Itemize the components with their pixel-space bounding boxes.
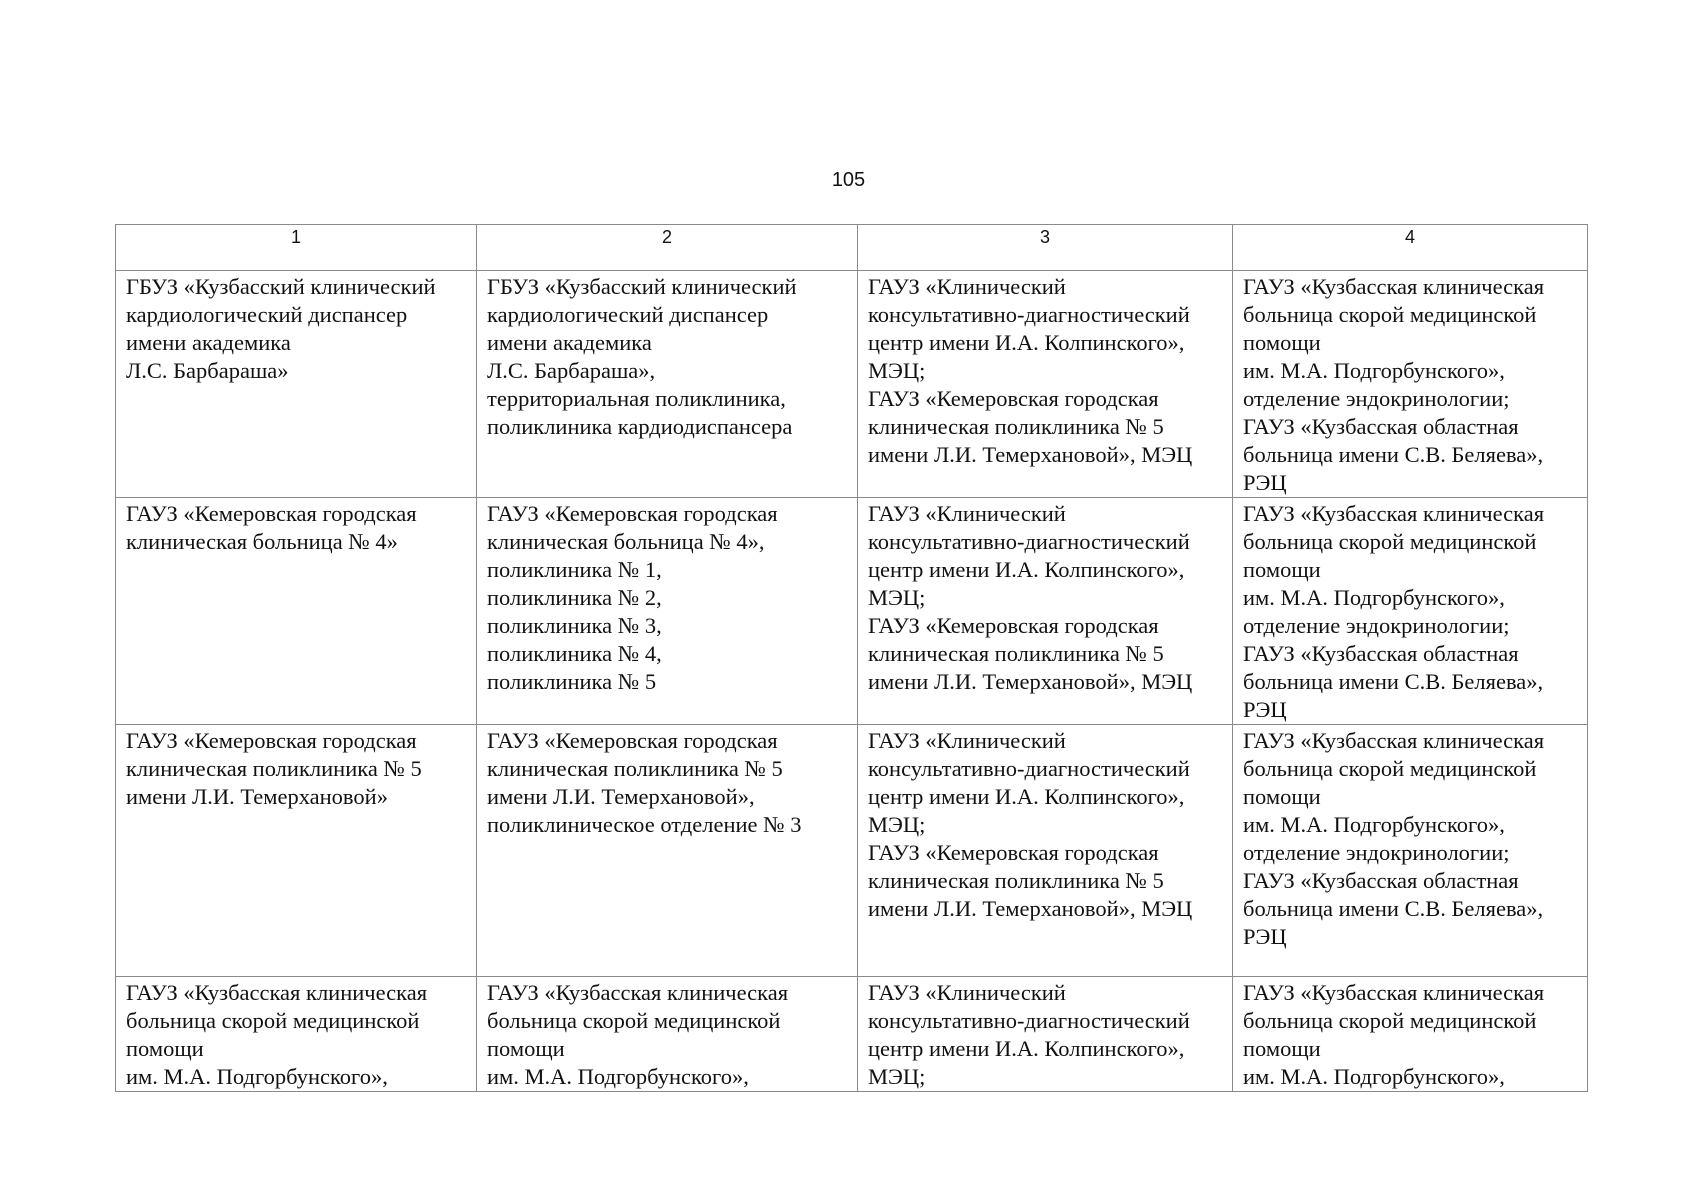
table-cell: ГАУЗ «Кузбасская клиническая больница скорой медицинской помощи им. М.А. Подгорбунского»,: [116, 977, 477, 1092]
header-cell: 4: [1233, 225, 1588, 271]
table-cell: ГАУЗ «Кемеровская городская клиническая поликлиника № 5 имени Л.И. Темерхановой»: [116, 725, 477, 977]
table-row: [116, 498, 1588, 725]
table-cell: ГАУЗ «Клинический консультативно-диагностический центр имени И.А. Колпинского», МЭЦ;: [858, 977, 1233, 1092]
table-cell: ГАУЗ «Кузбасская клиническая больница скорой медицинской помощи им. М.А. Подгорбунского»,: [477, 977, 858, 1092]
table-cell: ГАУЗ «Кузбасская клиническая больница скорой медицинской помощи им. М.А. Подгорбунского»,: [1233, 977, 1588, 1092]
table-cell: ГАУЗ «Кемеровская городская клиническая поликлиника № 5 имени Л.И. Темерхановой», поликлиническое отделение № 3: [477, 725, 858, 977]
table-cell: ГАУЗ «Клинический консультативно-диагностический центр имени И.А. Колпинского», МЭЦ; ГАУЗ «Кемеровская городская клиническая поликлиника № 5 имени Л.И. Темерхановой», МЭЦ: [858, 498, 1233, 725]
header-cell: 2: [477, 225, 858, 271]
table-cell: ГАУЗ «Кузбасская клиническая больница скорой медицинской помощи им. М.А. Подгорбунского», отделение эндокринологии; ГАУЗ «Кузбасская областная больница имени С.В. Беляева», РЭЦ: [1233, 271, 1588, 498]
table-row: [116, 271, 1588, 498]
header-row: [116, 225, 1588, 271]
table-row: [116, 725, 1588, 977]
table-cell: ГАУЗ «Кемеровская городская клиническая больница № 4»: [116, 498, 477, 725]
table-cell: ГАУЗ «Кузбасская клиническая больница скорой медицинской помощи им. М.А. Подгорбунского», отделение эндокринологии; ГАУЗ «Кузбасская областная больница имени С.В. Беляева», РЭЦ: [1233, 498, 1588, 725]
table-cell: ГАУЗ «Кузбасская клиническая больница скорой медицинской помощи им. М.А. Подгорбунского», отделение эндокринологии; ГАУЗ «Кузбасская областная больница имени С.В. Беляева», РЭЦ: [1233, 725, 1588, 977]
table-cell: ГБУЗ «Кузбасский клинический кардиологический диспансер имени академика Л.С. Барбараша»: [116, 271, 477, 498]
header-cell: 3: [858, 225, 1233, 271]
facilities-table: [115, 224, 1588, 1092]
table-cell: ГАУЗ «Клинический консультативно-диагностический центр имени И.А. Колпинского», МЭЦ; ГАУЗ «Кемеровская городская клиническая поликлиника № 5 имени Л.И. Темерхановой», МЭЦ: [858, 725, 1233, 977]
page-number: 105: [831, 169, 866, 191]
table-cell: ГБУЗ «Кузбасский клинический кардиологический диспансер имени академика Л.С. Барбараша», территориальная поликлиника, поликлиника кардиодиспансера: [477, 271, 858, 498]
table-row: [116, 977, 1588, 1092]
table-cell: ГАУЗ «Кемеровская городская клиническая больница № 4», поликлиника № 1, поликлиника № 2, поликлиника № 3, поликлиника № 4, поликлиника № 5: [477, 498, 858, 725]
table-cell: ГАУЗ «Клинический консультативно-диагностический центр имени И.А. Колпинского», МЭЦ; ГАУЗ «Кемеровская городская клиническая поликлиника № 5 имени Л.И. Темерхановой», МЭЦ: [858, 271, 1233, 498]
header-cell: 1: [116, 225, 477, 271]
